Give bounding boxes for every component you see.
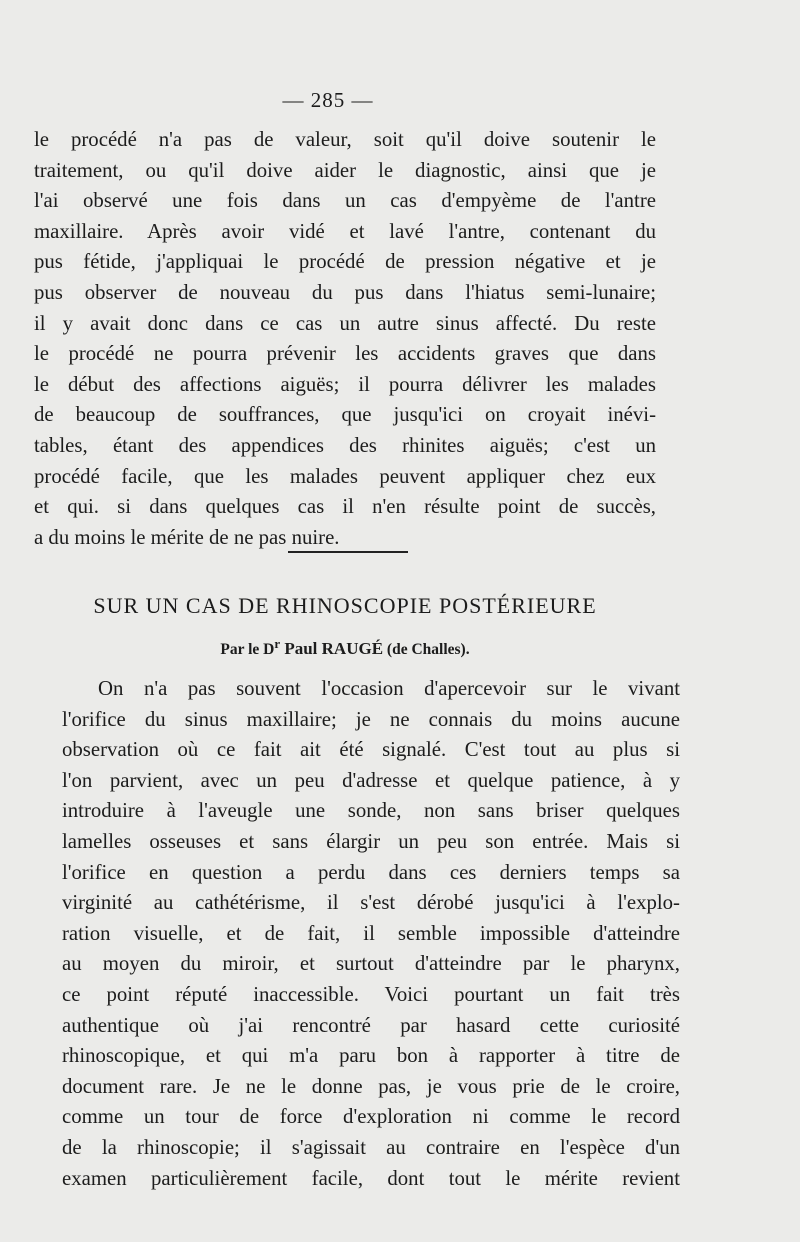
article-paragraph [62, 674, 680, 1194]
text-line: procédé facile, que les malades peuvent appliquer chez eux [34, 464, 656, 488]
text-line: l'on parvient, avec un peu d'adresse et quelque patience, à y [62, 768, 680, 792]
article-title: SUR UN CAS DE RHINOSCOPIE POSTÉRIEURE [93, 593, 597, 618]
text-line: le procédé ne pourra prévenir les accidents graves que dans [34, 342, 656, 366]
byline-author: Paul RAUGÉ [280, 639, 384, 659]
byline-prefix: Par le D [220, 641, 275, 659]
byline-suffix: (de Challes). [383, 641, 470, 659]
text-line: authentique où j'ai rencontré par hasard cette curiosité [62, 1013, 680, 1037]
text-line: lamelles osseuses et sans élargir un peu son entrée. Mais si [62, 829, 680, 853]
text-line: et qui. si dans quelques cas il n'en résulte point de succès, [34, 495, 656, 519]
text-line: le procédé n'a pas de valeur, soit qu'il doive soutenir le [34, 128, 656, 151]
text-line: au moyen du miroir, et surtout d'atteindre par le pharynx, [62, 952, 680, 976]
page-number: — 285 — [282, 88, 374, 112]
text-line: pus observer de nouveau du pus dans l'hiatus semi-lunaire; [34, 280, 656, 304]
text-line: tables, étant des appendices des rhinites aiguës; c'est un [34, 433, 656, 457]
text-line: de la rhinoscopie; il s'agissait au contraire en l'espèce d'un [62, 1135, 680, 1159]
text-line: observation où ce fait ait été signalé. C'est tout au plus si [62, 738, 680, 762]
text-line: l'ai observé une fois dans un cas d'empyème de l'antre [34, 189, 656, 213]
text-line: virginité au cathétérisme, il s'est dérobé jusqu'ici à l'explo- [62, 891, 680, 915]
section-divider [288, 551, 408, 553]
top-paragraph [34, 125, 656, 553]
byline [34, 636, 656, 659]
text-line: a du moins le mérite de ne pas nuire. [34, 525, 340, 549]
text-line: document rare. Je ne le donne pas, je vous prie de le croire, [62, 1074, 680, 1098]
text-line: l'orifice en question a perdu dans ces derniers temps sa [62, 860, 680, 884]
byline-sup: r [274, 636, 281, 651]
text-line: ration visuelle, et de fait, il semble impossible d'atteindre [62, 921, 680, 945]
text-line: de beaucoup de souffrances, que jusqu'ici on croyait inévi- [34, 403, 656, 427]
text-line: comme un tour de force d'exploration ni comme le record [62, 1105, 680, 1129]
text-line: l'orifice du sinus maxillaire; je ne connais du moins aucune [62, 707, 680, 731]
text-line: ce point réputé inaccessible. Voici pourtant un fait très [62, 982, 680, 1006]
text-line: rhinoscopique, et qui m'a paru bon à rapporter à titre de [62, 1044, 680, 1068]
text-line: introduire à l'aveugle une sonde, non sans briser quelques [62, 799, 680, 823]
text-line: On n'a pas souvent l'occasion d'apercevoir sur le vivant [98, 677, 680, 700]
text-line: examen particulièrement facile, dont tout le mérite revient [62, 1166, 680, 1190]
text-line: le début des affections aiguës; il pourra délivrer les malades [34, 372, 656, 396]
text-line: pus fétide, j'appliquai le procédé de pression négative et je [34, 250, 656, 274]
text-line: maxillaire. Après avoir vidé et lavé l'antre, contenant du [34, 219, 656, 243]
text-line: il y avait donc dans ce cas un autre sinus affecté. Du reste [34, 311, 656, 335]
text-line: traitement, ou qu'il doive aider le diagnostic, ainsi que je [34, 158, 656, 182]
